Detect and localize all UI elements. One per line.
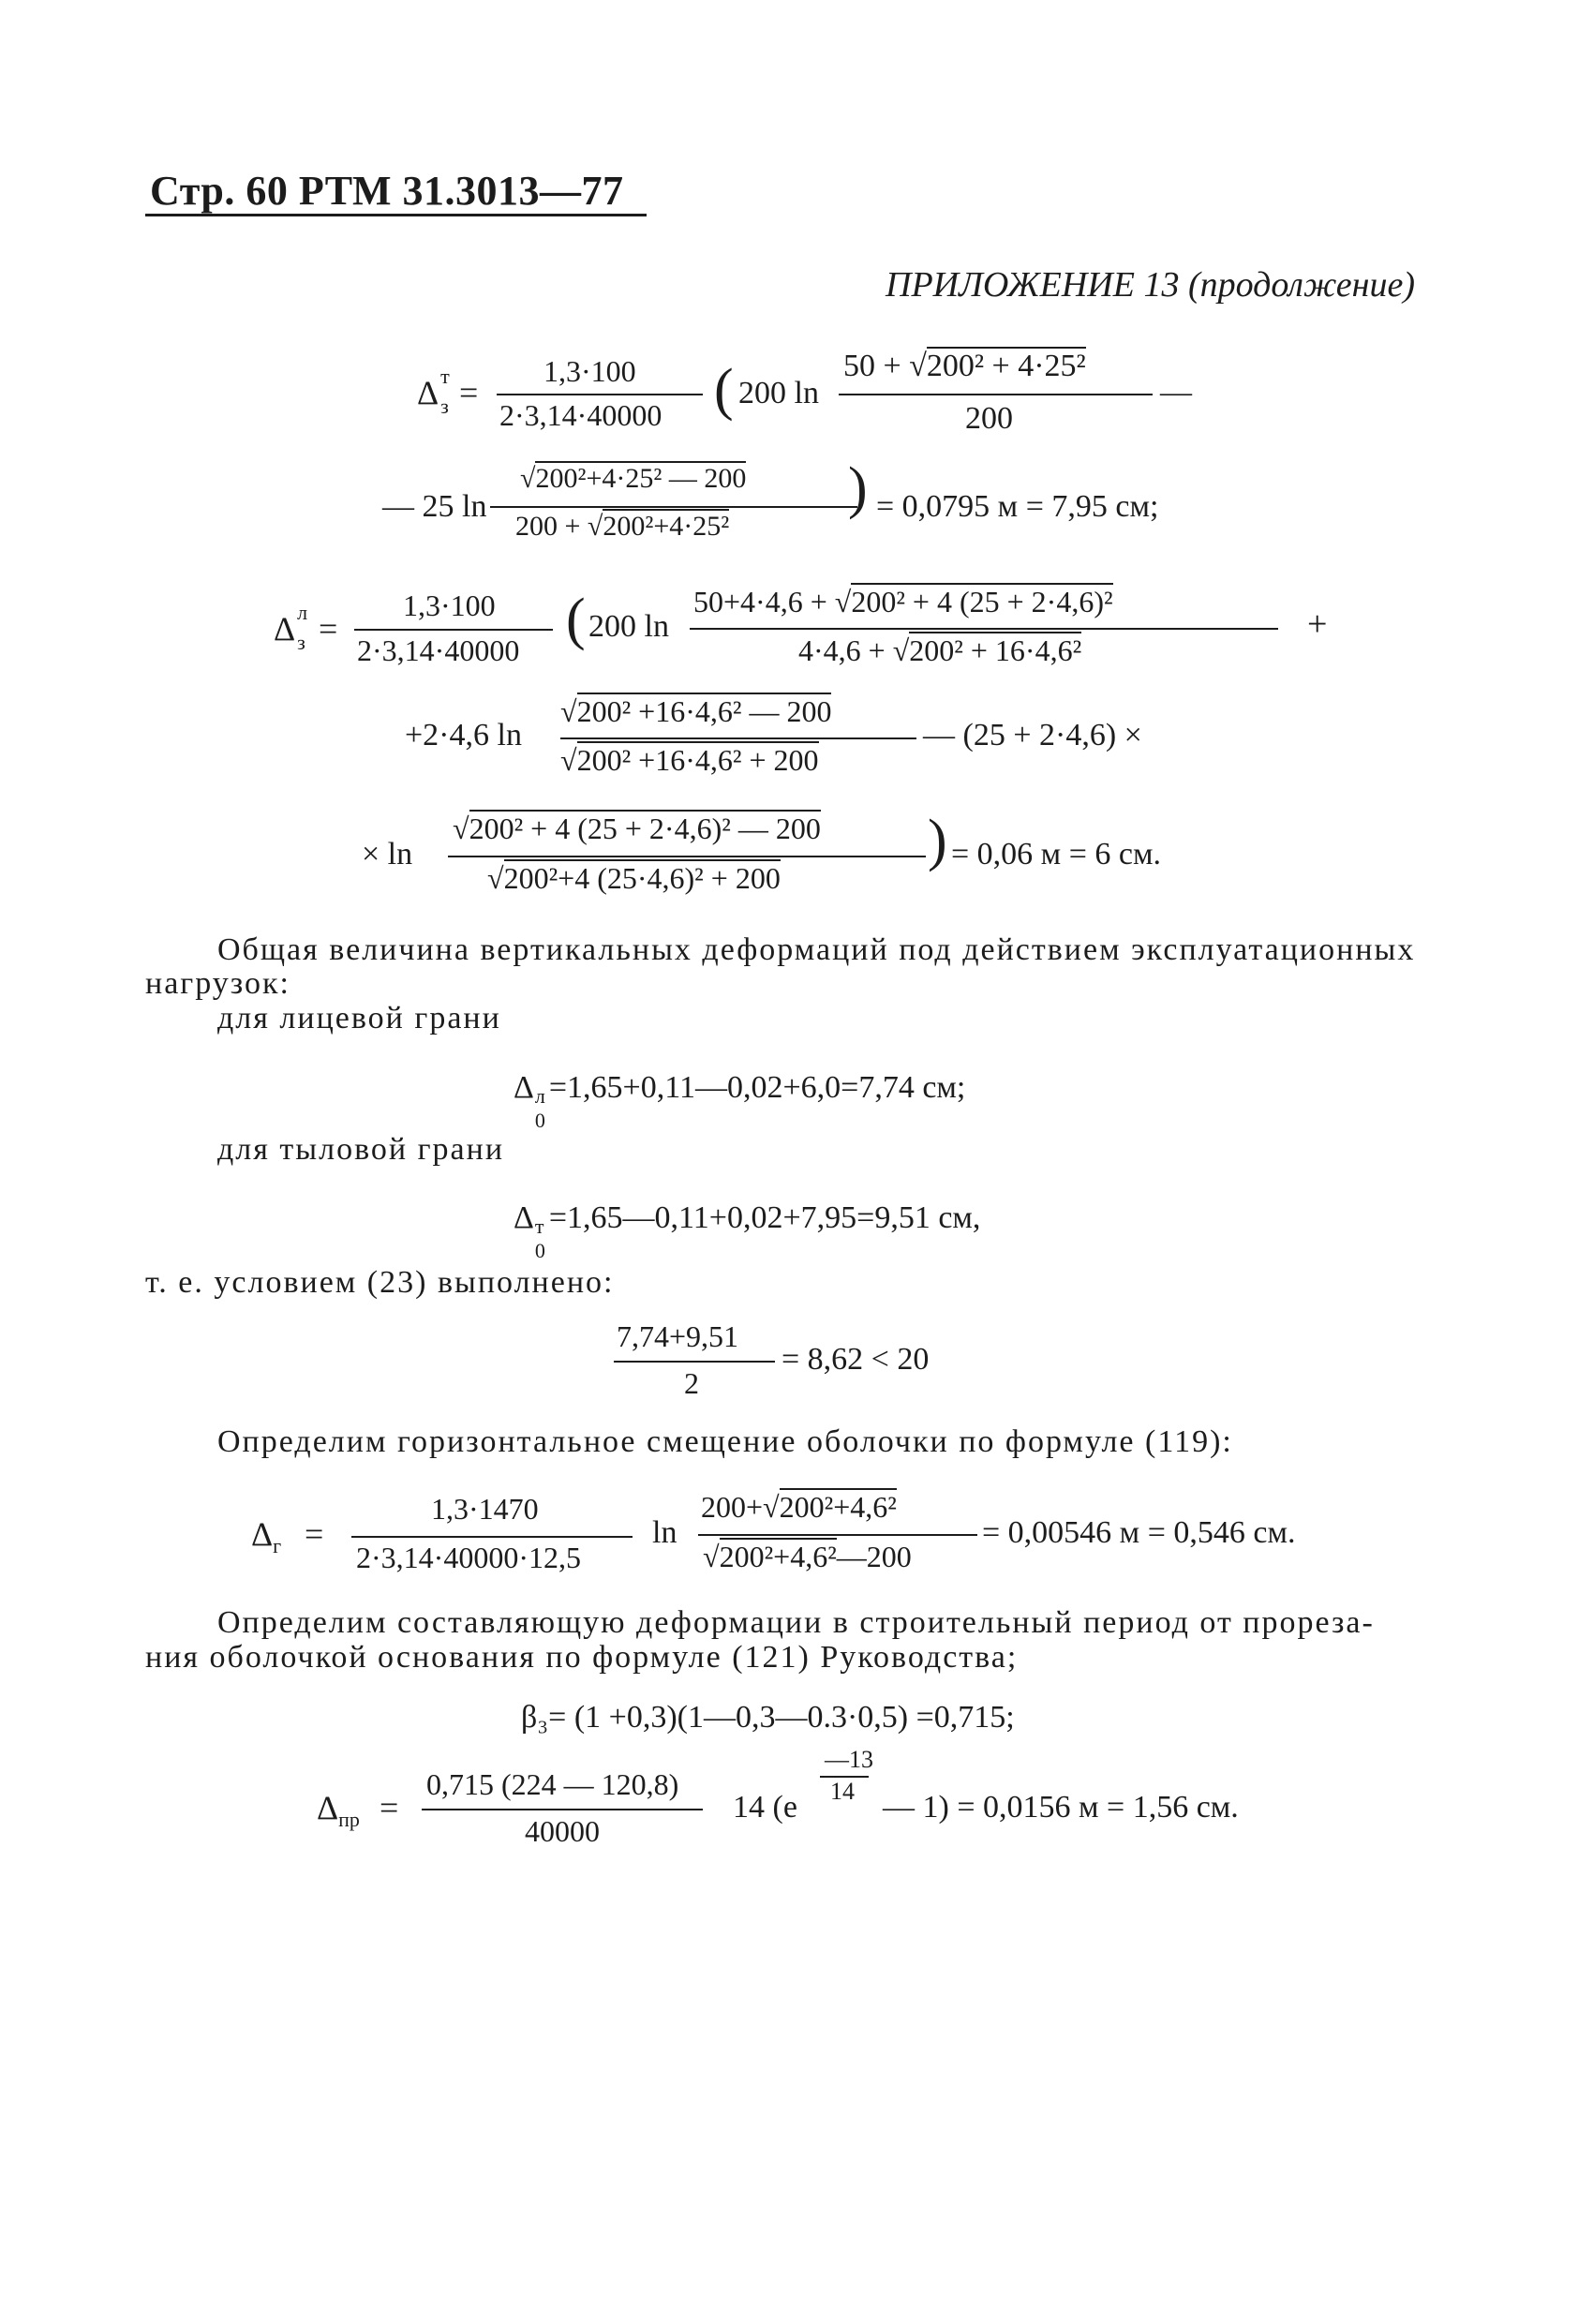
sqrt-icon: √	[703, 1540, 720, 1573]
formula-eq: =	[459, 374, 479, 411]
dg-ln: ln	[652, 1515, 677, 1550]
rear-label: для тыловой грани	[217, 1132, 505, 1167]
sqrt-icon: √	[892, 633, 910, 667]
formula-inner-den: 200	[965, 401, 1013, 436]
sqrt-icon: √	[587, 511, 603, 542]
inner-num-pre: 200+	[701, 1490, 764, 1524]
dg-result: = 0,00546 м = 0,546 см.	[982, 1515, 1296, 1550]
sqrt-icon: √	[453, 812, 469, 845]
formula-sup: т	[534, 1214, 544, 1238]
line3-den-text: 200²+4 (25·4,6)² + 200	[503, 861, 781, 895]
appendix-label: ПРИЛОЖЕНИЕ 13 (продолжение)	[886, 265, 1416, 305]
formula-ln: 200 ln	[738, 376, 819, 410]
paragraph-construction-line1: Определим составляющую деформации в строительный период от прореза-	[217, 1605, 1375, 1640]
formula-delta-0-l	[514, 1070, 966, 1132]
formula-lhs: Δ	[514, 1070, 534, 1105]
face-label: для лицевой грани	[217, 1001, 501, 1035]
formula-lhs: Δ	[251, 1515, 274, 1553]
formula-lhs: Δ	[274, 610, 296, 648]
formula-line2-result: = 0,0795 м = 7,95 см;	[876, 489, 1159, 524]
condition-text: т. е. условием (23) выполнено:	[145, 1265, 615, 1300]
num-pre: 50+4·4,6 +	[693, 585, 835, 618]
condition-den: 2	[684, 1366, 699, 1400]
fraction-bar	[614, 1361, 775, 1363]
formula-plus: +	[1307, 604, 1328, 644]
line3-num-text: 200² + 4 (25 + 2·4,6)² — 200	[469, 812, 821, 845]
formula-frac-num: 1,3·100	[543, 354, 636, 388]
formula-line2-num	[560, 694, 831, 729]
formula-tail: —	[1160, 375, 1192, 410]
fraction-bar	[351, 1536, 633, 1538]
fraction-bar	[490, 506, 857, 508]
formula-expression: =1,65—0,11+0,02+7,95=9,51 см,	[548, 1200, 981, 1235]
formula-beta: β₃= (1 +0,3)(1—0,3—0.3·0,5) =0,715;	[521, 1700, 1015, 1735]
inner-num-pre: 50 +	[843, 349, 910, 383]
dpr-tail: — 1) = 0,0156 м = 1,56 см.	[883, 1790, 1239, 1825]
formula-line2-den	[560, 743, 819, 778]
formula-line3-result: = 0,06 м = 6 см.	[951, 837, 1161, 872]
line2-den-pre: 200 +	[515, 511, 588, 542]
formula-line3-close: )	[928, 809, 947, 872]
formula-sub: 0	[534, 1239, 545, 1262]
dg-inner-den	[703, 1540, 912, 1574]
sqrt-icon: √	[909, 349, 927, 383]
formula-line2-num	[520, 463, 746, 495]
paragraph-horizontal-shift: Определим горизонтальное смещение оболочки по формуле (119):	[217, 1424, 1233, 1459]
fraction-bar	[448, 856, 926, 857]
page-header: Стр. 60 РТМ 31.3013—77	[150, 168, 624, 214]
paragraph-construction-line2: ния оболочкой основания по формуле (121) Руководства;	[145, 1640, 1019, 1675]
formula-line2-close: )	[848, 456, 868, 520]
inner-den-post: —200	[836, 1540, 912, 1573]
sqrt-icon: √	[763, 1490, 780, 1524]
sqrt-icon: √	[560, 694, 577, 728]
header-rule	[145, 214, 647, 216]
fraction-bar	[497, 394, 703, 395]
formula-lhs: Δ	[514, 1200, 534, 1235]
dpr-mid: 14 (e	[733, 1790, 797, 1825]
line2-den-text: 200² +16·4,6² + 200	[576, 743, 819, 777]
fraction-bar	[839, 394, 1153, 395]
formula-sub: 0	[534, 1109, 545, 1132]
formula-den	[798, 633, 1081, 668]
formula-line2-pre: +2·4,6 ln	[405, 718, 522, 752]
formula-eq: =	[305, 1515, 324, 1553]
formula-expression: =1,65+0,11—0,02+6,0=7,74 см;	[548, 1070, 966, 1105]
paragraph-total-deformation-line2: нагрузок:	[145, 966, 290, 1001]
formula-lhs: Δ	[417, 374, 439, 411]
line2-num-text: 200²+4·25² — 200	[535, 463, 747, 494]
inner-num-radicand: 200²+4,6²	[779, 1490, 897, 1524]
fraction-bar	[354, 629, 553, 631]
formula-line3-den	[487, 861, 781, 896]
formula-line2-tail: — (25 + 2·4,6) ×	[923, 718, 1142, 752]
num-radicand: 200² + 4 (25 + 2·4,6)²	[851, 585, 1113, 618]
formula-line3-num	[453, 812, 821, 846]
dpr-num: 0,715 (224 — 120,8)	[426, 1767, 679, 1801]
dg-den: 2·3,14·40000·12,5	[356, 1541, 581, 1574]
dpr-exp-num: —13	[825, 1746, 873, 1773]
formula-paren: (	[714, 358, 734, 422]
sqrt-icon: √	[520, 463, 536, 494]
formula-sup: т	[440, 365, 450, 388]
formula-sub: г	[273, 1534, 282, 1558]
formula-line3-pre: × ln	[362, 837, 413, 872]
formula-sub: пр	[338, 1808, 360, 1832]
formula-line2-pre: — 25 ln	[382, 489, 487, 524]
condition-rest: = 8,62 < 20	[782, 1342, 930, 1377]
formula-sup: л	[297, 601, 308, 624]
condition-num: 7,74+9,51	[617, 1319, 739, 1353]
fraction-bar	[690, 628, 1278, 630]
formula-frac-den: 2·3,14·40000	[499, 398, 663, 432]
fraction-bar	[422, 1809, 703, 1810]
line2-num-text: 200² +16·4,6² — 200	[576, 694, 832, 728]
den-radicand: 200² + 16·4,6²	[909, 633, 1082, 667]
formula-frac-num: 1,3·100	[403, 588, 496, 622]
inner-num-radicand: 200² + 4·25²	[926, 349, 1086, 383]
dpr-exp-den: 14	[830, 1778, 855, 1805]
formula-sub: з	[440, 395, 449, 418]
formula-eq: =	[380, 1789, 399, 1826]
fraction-bar	[560, 737, 916, 739]
den-pre: 4·4,6 +	[798, 633, 893, 667]
sqrt-icon: √	[560, 743, 577, 777]
dg-inner-num	[701, 1490, 897, 1525]
formula-num	[693, 585, 1113, 619]
formula-inner-num	[843, 349, 1086, 384]
sqrt-icon: √	[487, 861, 504, 895]
sqrt-icon: √	[834, 585, 852, 618]
line2-den-radicand: 200²+4·25²	[603, 511, 730, 542]
formula-eq: =	[319, 610, 338, 648]
formula-paren: (	[566, 588, 586, 651]
inner-den-radicand: 200²+4,6²	[719, 1540, 837, 1573]
dg-num: 1,3·1470	[431, 1492, 539, 1526]
paragraph-total-deformation-line1: Общая величина вертикальных деформаций под действием эксплуатационных	[217, 932, 1416, 967]
formula-delta-0-t	[514, 1200, 981, 1262]
formula-sup: л	[534, 1084, 545, 1108]
formula-sub: з	[297, 631, 305, 654]
formula-line2-den	[515, 511, 729, 543]
dpr-den: 40000	[525, 1814, 600, 1848]
fraction-bar	[698, 1534, 977, 1536]
formula-frac-den: 2·3,14·40000	[357, 633, 520, 667]
formula-ln: 200 ln	[588, 609, 669, 644]
formula-lhs: Δ	[317, 1789, 339, 1826]
